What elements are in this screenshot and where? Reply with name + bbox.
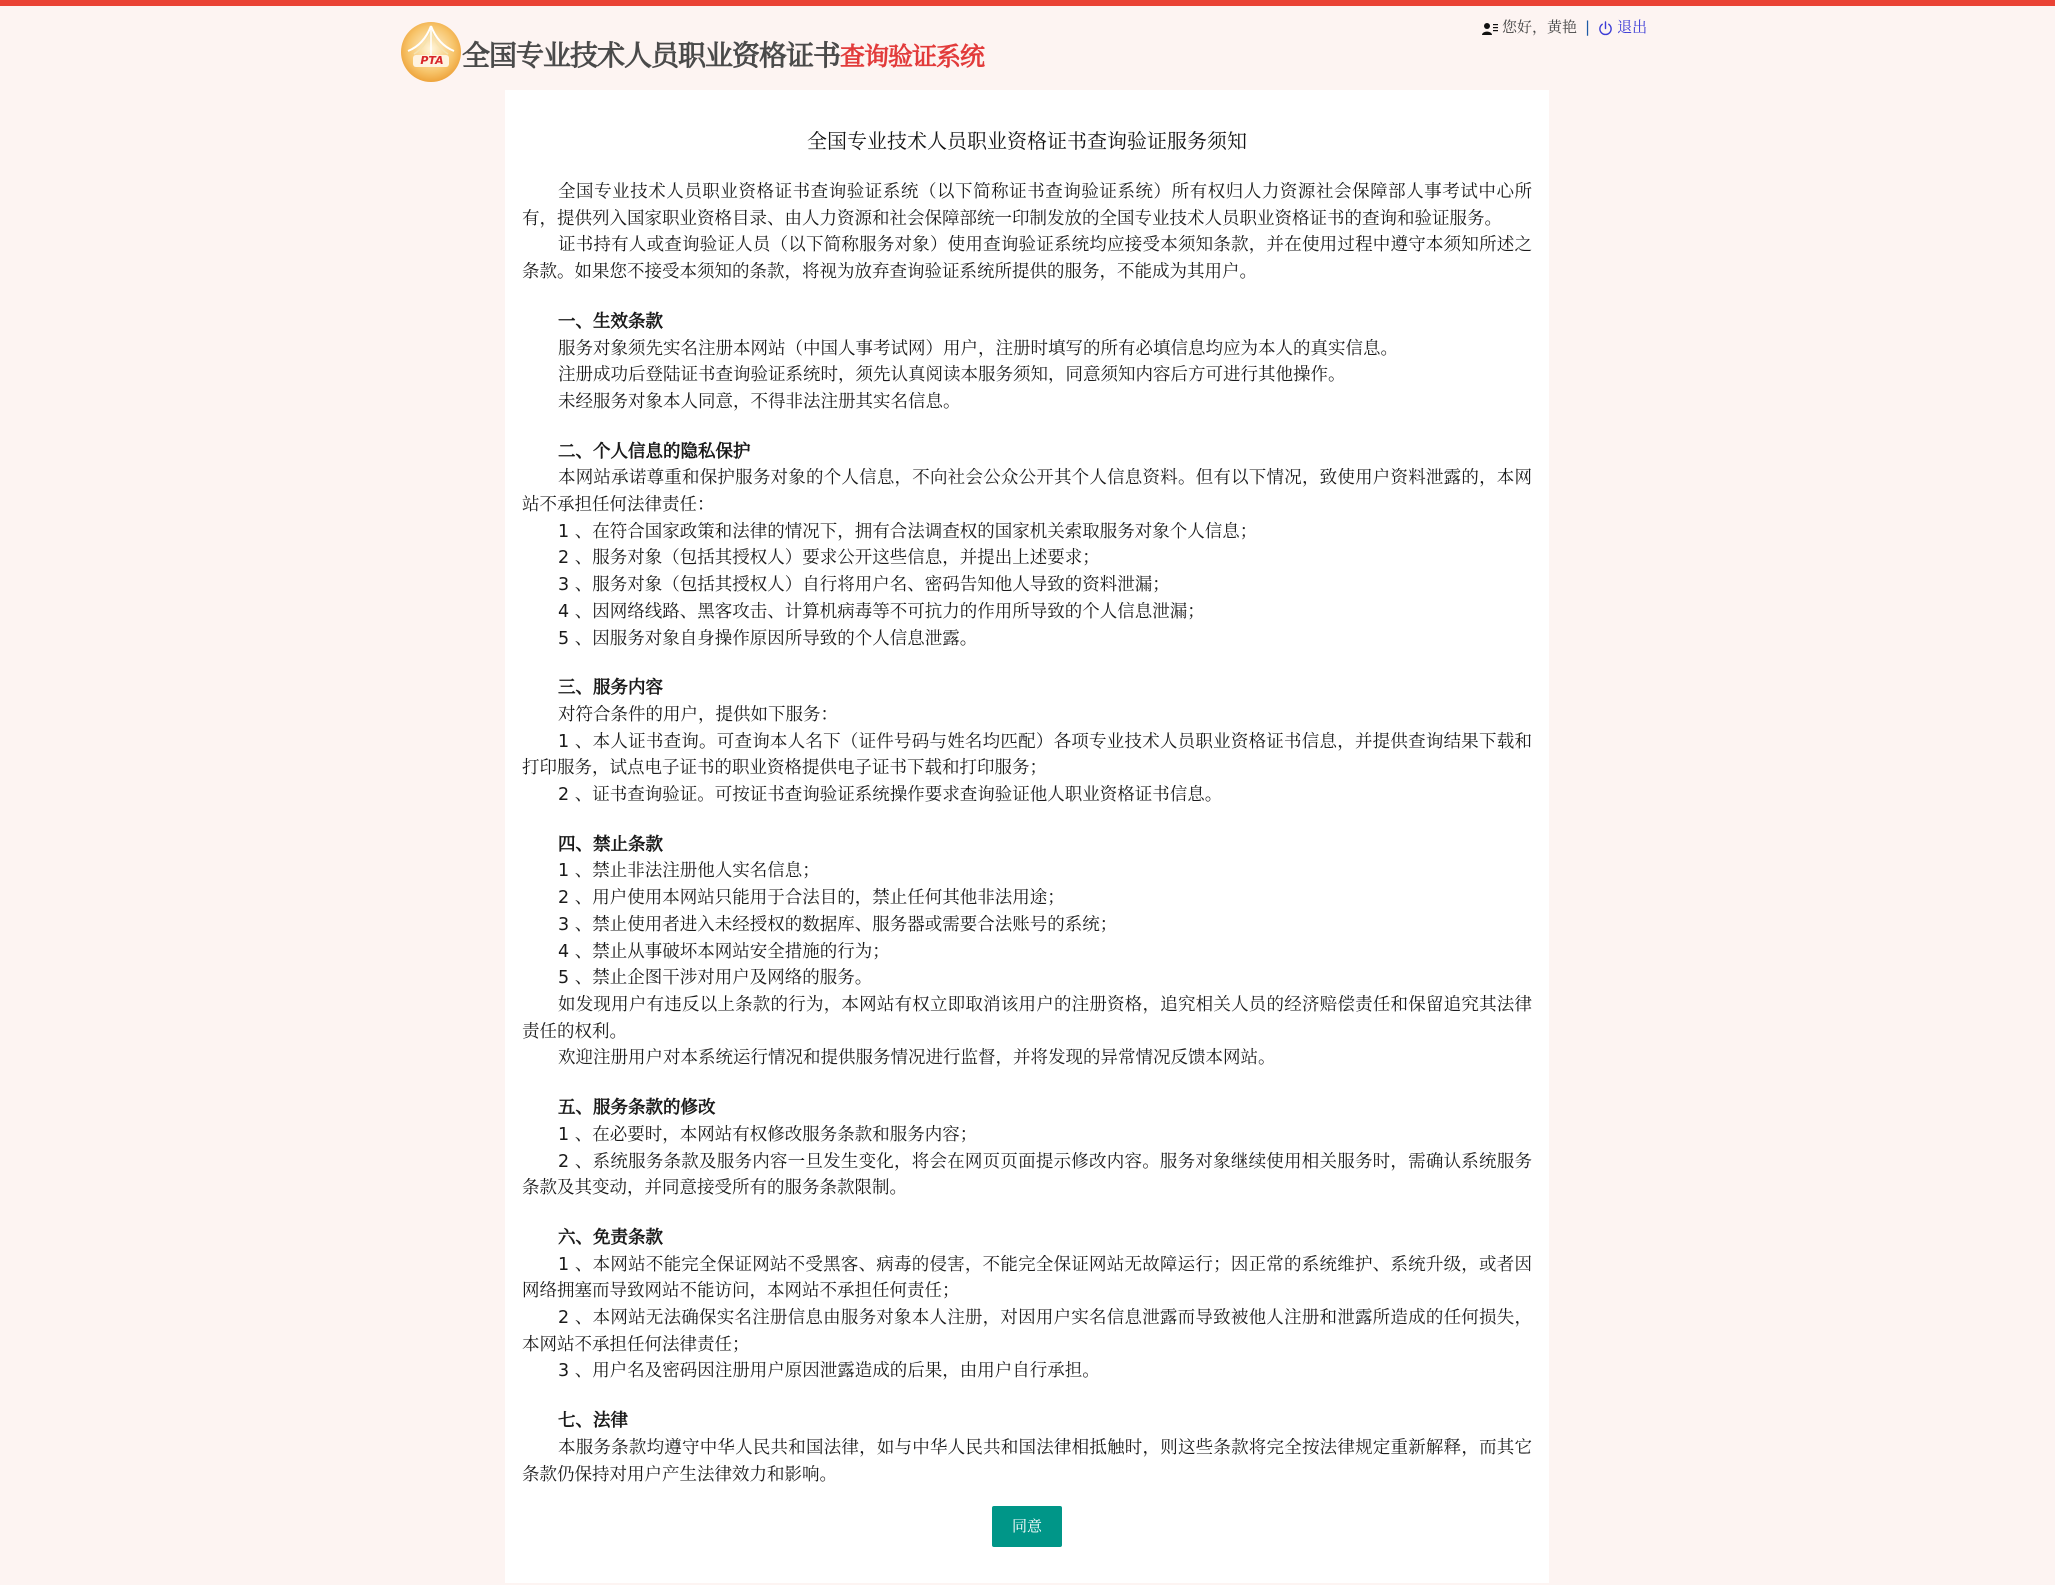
site-title <box>462 36 984 76</box>
top-accent-bar <box>0 0 2055 6</box>
section-paragraph: 3 、用户名及密码因注册用户原因泄露造成的后果，由用户自行承担。 <box>558 1361 1100 1382</box>
section-title: 七、法律 <box>558 1411 628 1432</box>
section-paragraph: 1 、在必要时，本网站有权修改服务条款和服务内容； <box>558 1124 978 1145</box>
section-paragraph: 5 、因服务对象自身操作原因所导致的个人信息泄露。 <box>558 628 978 649</box>
section-title: 二、个人信息的隐私保护 <box>558 441 751 462</box>
pta-logo-icon <box>400 21 462 83</box>
section-paragraph: 1 、本人证书查询。可查询本人名下（证件号码与姓名均匹配）各项专业技术人员职业资格证书信息，并提供查询结果下载和打印服务，试点电子证书的职业资格提供电子证书下载和打印服务； <box>522 731 1532 779</box>
section-paragraph: 如发现用户有违反以上条款的行为，本网站有权立即取消该用户的注册资格，追究相关人员的经济赔偿责任和保留追究其法律责任的权利。 <box>522 994 1532 1042</box>
section-law <box>522 1408 1532 1488</box>
section-paragraph: 1 、在符合国家政策和法律的情况下，拥有合法调查权的国家机关索取服务对象个人信息； <box>558 521 1258 542</box>
logout-link[interactable] <box>1598 16 1647 38</box>
section-title: 三、服务内容 <box>558 678 663 699</box>
section-paragraph: 2 、系统服务条款及服务内容一旦发生变化，将会在网页页面提示修改内容。服务对象继续使用相关服务时，需确认系统服务条款及其变动，并同意接受所有的服务条款限制。 <box>522 1151 1532 1199</box>
section-paragraph: 3 、禁止使用者进入未经授权的数据库、服务器或需要合法账号的系统； <box>558 914 1118 935</box>
section-paragraph: 对符合条件的用户，提供如下服务： <box>558 704 838 725</box>
section-paragraph: 未经服务对象本人同意，不得非法注册其实名信息。 <box>558 391 961 412</box>
section-paragraph: 本网站承诺尊重和保护服务对象的个人信息，不向社会公众公开其个人信息资料。但有以下情况，致使用户资料泄露的，本网站不承担任何法律责任： <box>522 468 1532 516</box>
section-paragraph: 服务对象须先实名注册本网站（中国人事考试网）用户，注册时填写的所有必填信息均应为本人的真实信息。 <box>558 338 1398 359</box>
section-disclaimer <box>522 1225 1532 1385</box>
section-paragraph: 4 、禁止从事破坏本网站安全措施的行为； <box>558 941 890 962</box>
section-prohibited <box>522 832 1532 1072</box>
site-title-main: 全国专业技术人员职业资格证书 <box>462 39 841 72</box>
greeting-text: 您好，黄艳 <box>1502 18 1578 36</box>
section-paragraph: 1 、本网站不能完全保证网站不受黑客、病毒的侵害，不能完全保证网站无故障运行；因正常的系统维护、系统升级，或者因网络拥塞而导致网站不能访问，本网站不承担任何责任； <box>522 1254 1532 1302</box>
pta-logo <box>400 21 462 83</box>
section-title: 六、免责条款 <box>558 1227 663 1248</box>
site-title-sub: 查询验证系统 <box>840 42 985 71</box>
section-paragraph: 4 、因网络线路、黑客攻击、计算机病毒等不可抗力的作用所导致的个人信息泄漏； <box>558 601 1205 622</box>
section-paragraph: 注册成功后登陆证书查询验证系统时，须先认真阅读本服务须知，同意须知内容后方可进行其他操作。 <box>558 365 1346 386</box>
section-paragraph: 本服务条款均遵守中华人民共和国法律，如与中华人民共和国法律相抵触时，则这些条款将完全按法律规定重新解释，而其它条款仍保持对用户产生法律效力和影响。 <box>522 1437 1532 1485</box>
agree-container <box>505 1506 1549 1547</box>
section-paragraph: 1 、禁止非法注册他人实名信息； <box>558 861 820 882</box>
user-list-icon <box>1482 20 1498 34</box>
section-effective-terms <box>522 309 1532 416</box>
section-title: 五、服务条款的修改 <box>558 1098 716 1119</box>
section-service-content <box>522 675 1532 809</box>
section-paragraph: 2 、用户使用本网站只能用于合法目的，禁止任何其他非法用途； <box>558 888 1065 909</box>
intro-paragraph: 证书持有人或查询验证人员（以下简称服务对象）使用查询验证系统均应接受本须知条款，并在使用过程中遵守本须知所述之条款。如果您不接受本须知的条款，将视为放弃查询验证系统所提供的服务，不能成为其用户。 <box>522 235 1532 283</box>
section-paragraph: 3 、服务对象（包括其授权人）自行将用户名、密码告知他人导致的资料泄漏； <box>558 575 1170 596</box>
section-paragraph: 5 、禁止企图干涉对用户及网络的服务。 <box>558 968 873 989</box>
section-privacy <box>522 439 1532 653</box>
section-paragraph: 2 、服务对象（包括其授权人）要求公开这些信息，并提出上述要求； <box>558 548 1100 569</box>
section-paragraph: 2 、本网站无法确保实名注册信息由服务对象本人注册，对因用户实名信息泄露而导致被他人注册和泄露所造成的任何损失，本网站不承担任何法律责任； <box>522 1308 1532 1355</box>
intro-paragraph: 全国专业技术人员职业资格证书查询验证系统（以下简称证书查询验证系统）所有权归人力资源社会保障部人事考试中心所有，提供列入国家职业资格目录、由人力资源和社会保障部统一印制发放的全国专业技术人员职业资格证书的查询和验证服务。 <box>522 182 1532 229</box>
power-icon <box>1598 20 1613 35</box>
section-paragraph: 2 、证书查询验证。可按证书查询验证系统操作要求查询验证他人职业资格证书信息。 <box>558 785 1223 806</box>
logo-text: PTA <box>420 54 444 67</box>
section-title: 一、生效条款 <box>558 311 663 332</box>
separator: | <box>1585 18 1591 36</box>
notice-title: 全国专业技术人员职业资格证书查询验证服务须知 <box>807 129 1247 153</box>
logout-label: 退出 <box>1617 18 1648 36</box>
notice-panel <box>505 90 1549 1583</box>
user-info <box>1482 16 1647 38</box>
section-modifications <box>522 1095 1532 1202</box>
section-title: 四、禁止条款 <box>558 834 663 855</box>
section-paragraph: 欢迎注册用户对本系统运行情况和提供服务情况进行监督，并将发现的异常情况反馈本网站。 <box>558 1048 1276 1069</box>
agree-button[interactable]: 同意 <box>992 1506 1062 1547</box>
notice-content <box>522 126 1532 1488</box>
